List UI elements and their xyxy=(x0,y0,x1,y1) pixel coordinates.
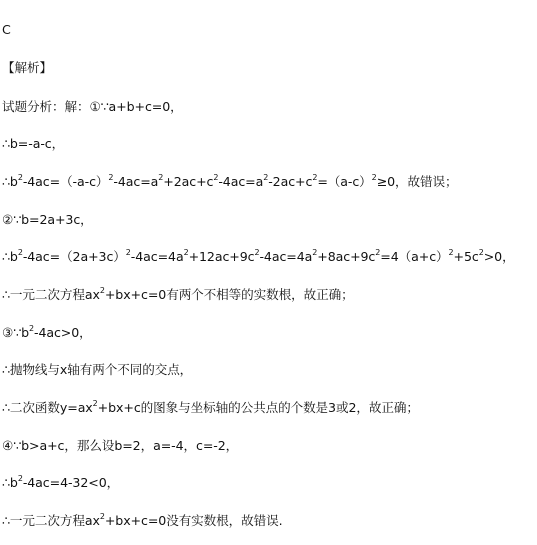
solution-line-11: $\therefore b^2-4ac=4-32<0$， xyxy=(2,474,120,490)
solution-line-3: $\therefore b^2-4ac=(-a-c)^2-4ac=a^2+2ac+c^2-4ac=a^2-2ac+c^2=(a-c)^2\ge 0$，故错误； xyxy=(2,173,458,189)
solution-line-10: ④∵b>a+c，那么设b=2，a=-4，c=-2， xyxy=(2,438,239,453)
solution-line-12: ∴一元二次方程$ax^2+bx+c=0$没有实数根，故错误. xyxy=(2,512,283,528)
solution-line-4: ②∵b=2a+3c， xyxy=(2,212,93,227)
answer-letter: C xyxy=(2,22,11,37)
solution-line-8: ∴抛物线与x轴有两个不同的交点， xyxy=(2,362,193,377)
solution-line-2: ∴b=-a-c， xyxy=(2,136,65,151)
analysis-heading: 【解析】 xyxy=(2,60,52,75)
solution-line-7: $③\because b^2-4ac>0$， xyxy=(2,324,92,340)
solution-line-9: ∴二次函数$y=ax^2+bx+c$的图象与坐标轴的公共点的个数是3或2，故正确； xyxy=(2,399,419,415)
solution-line-5: $\therefore b^2-4ac=(2a+3c)^2-4ac=4a^2+12ac+9c^2-4ac=4a^2+8ac+9c^2=4(a+c)^2+5c^2>0$， xyxy=(2,248,515,264)
solution-line-6: ∴一元二次方程$ax^2+bx+c=0$有两个不相等的实数根，故正确； xyxy=(2,286,354,302)
solution-line-1: 试题分析：解：①∵a+b+c=0， xyxy=(2,99,183,114)
